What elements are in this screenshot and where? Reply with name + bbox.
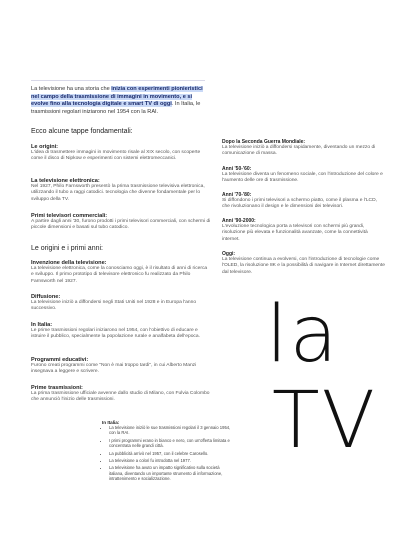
section-title: Anni '90-2000: — [222, 218, 256, 224]
origin-section-2 — [31, 322, 211, 341]
section-title: Anni '70-'80: — [222, 192, 252, 198]
note-item: • La televisione ha avuto un impatto significativo sulla società italiana, diventando un importante strumento di informazione, intrattenimento e socializzazione. — [109, 465, 232, 481]
section-text: La prima trasmissione ufficiale avvenne dallo studio di Milano, con Fulvia Colombo che annunciò l'inizio delle trasmissioni. — [31, 391, 210, 403]
section-text: Si diffondono i primi televisori a schermo piatto, come il plasma e l'LCD, che rivoluzionano il design e le dimensioni dei televisori. — [222, 198, 377, 210]
section-title: Diffusione: — [31, 294, 61, 300]
right-section-2 — [222, 192, 386, 211]
section-text: Furono creati programmi come "Non è mai troppo tardi", in cui Alberto Manzi insegnava a leggere e scrivere. — [31, 363, 197, 375]
intro-text-end: . In Italia, le trasmissioni regolari iniziarono nel 1954 con la RAI. — [31, 101, 201, 115]
section-text: La televisione iniziò a diffondersi negli Stati Uniti nel 1928 e in Europa l'anno successivo. — [31, 300, 197, 312]
italy-note — [102, 420, 232, 484]
left-section-2 — [31, 213, 213, 232]
big-title-line1: la — [266, 290, 340, 380]
section-title: Prime trasmissioni: — [31, 385, 83, 391]
section-text: La televisione diventa un fenomeno sociale, con l'introduzione del colore e l'aumento delle ore di trasmissione. — [222, 172, 383, 184]
section-title: Le origini: — [31, 144, 59, 150]
right-section-0 — [222, 139, 386, 158]
right-section-4 — [222, 251, 386, 276]
note-item: • La televisione iniziò le sue trasmissioni regolari il 3 gennaio 1954, con la RAI. — [109, 425, 232, 436]
intro-highlight: inizia con esperimenti pionieristici nel campo della trasmissione di immagini in movimento, e si evolve fino alla tecnologia digitale e smart TV di oggi — [31, 86, 203, 108]
right-section-3 — [222, 218, 386, 243]
section-title: Primi televisori commerciali: — [31, 213, 108, 219]
section-text: Nel 1927, Philo Farnsworth presentò la prima trasmissione televisiva elettronica, utilizzando il tubo a raggi catodici. tecnologia che divenne fondamentale per lo sviluppo della TV. — [31, 184, 205, 202]
note-item: • I primi programmi erano in bianco e nero, con un'offerta limitata e concentrata nelle grandi città. — [109, 438, 232, 449]
note-item: • La televisione a colori fu introdotta nel 1977. — [109, 458, 232, 463]
origin-section-1 — [31, 294, 211, 313]
left-section-1 — [31, 178, 213, 203]
section-title: In Italia: — [31, 322, 53, 328]
section-title: Anni '50-'60: — [222, 166, 252, 172]
left-section-0 — [31, 144, 211, 163]
top-divider — [31, 80, 205, 81]
section-text: A partire dagli anni '30, furono prodotti i primi televisori commerciali, con schermi di piccole dimensioni e basati sul tubo catodico. — [31, 219, 211, 231]
section-text: L'evoluzione tecnologica porta a televisori con schermi più grandi, risoluzione più elevata e funzionalità avanzate, come la connettività internet. — [222, 224, 368, 242]
section-text: La televisione iniziò a diffondersi rapidamente, diventando un mezzo di comunicazione di massa. — [222, 145, 376, 157]
section-title: Oggi: — [222, 251, 236, 257]
section-text: L'idea di trasmettere immagini in movimento risale al XIX secolo, con scoperte come il disco di Nipkow e esperimenti con sistemi elettromeccanici. — [31, 150, 201, 162]
section-title: Programmi educativi: — [31, 357, 89, 363]
section-text: Le prime trasmissioni regolari iniziarono nel 1954, con l'obiettivo di educare e istruire il pubblico, specialmente la popolazione rurale e analfabeta dell'epoca. — [31, 328, 200, 340]
origin-section-3 — [31, 357, 211, 376]
intro-paragraph — [31, 86, 207, 116]
origin-section-0 — [31, 260, 211, 285]
stages-heading: Ecco alcune tappe fondamentali: — [31, 128, 133, 135]
origin-section-4 — [31, 385, 211, 404]
right-section-1 — [222, 166, 386, 185]
note-list — [102, 425, 232, 482]
section-title: Dopo la Seconda Guerra Mondiale: — [222, 139, 306, 145]
big-title-line2: TV — [272, 376, 378, 466]
origins-heading: Le origini e i primi anni: — [31, 245, 103, 252]
note-item: • La pubblicità arrivò nel 1957, con il celebre Carosello. — [109, 451, 232, 456]
section-title: Invenzione della televisione: — [31, 260, 107, 266]
section-text: La televisione elettronica, come la conosciamo oggi, è il risultato di anni di ricerca e sviluppo. Il primo prototipo di televisore elettronico fu realizzato da Philo Farnsworth nel 1927. — [31, 266, 208, 284]
intro-text-start: La televisione ha una storia che — [31, 86, 112, 92]
note-title: In Italia: — [102, 420, 120, 425]
section-text: La televisione continua a evolversi, con l'introduzione di tecnologie come l'OLED, la risoluzione 8K e la possibilità di navigare in Internet direttamente dal televisore. — [222, 257, 385, 275]
section-title: La televisione elettronica: — [31, 178, 100, 184]
